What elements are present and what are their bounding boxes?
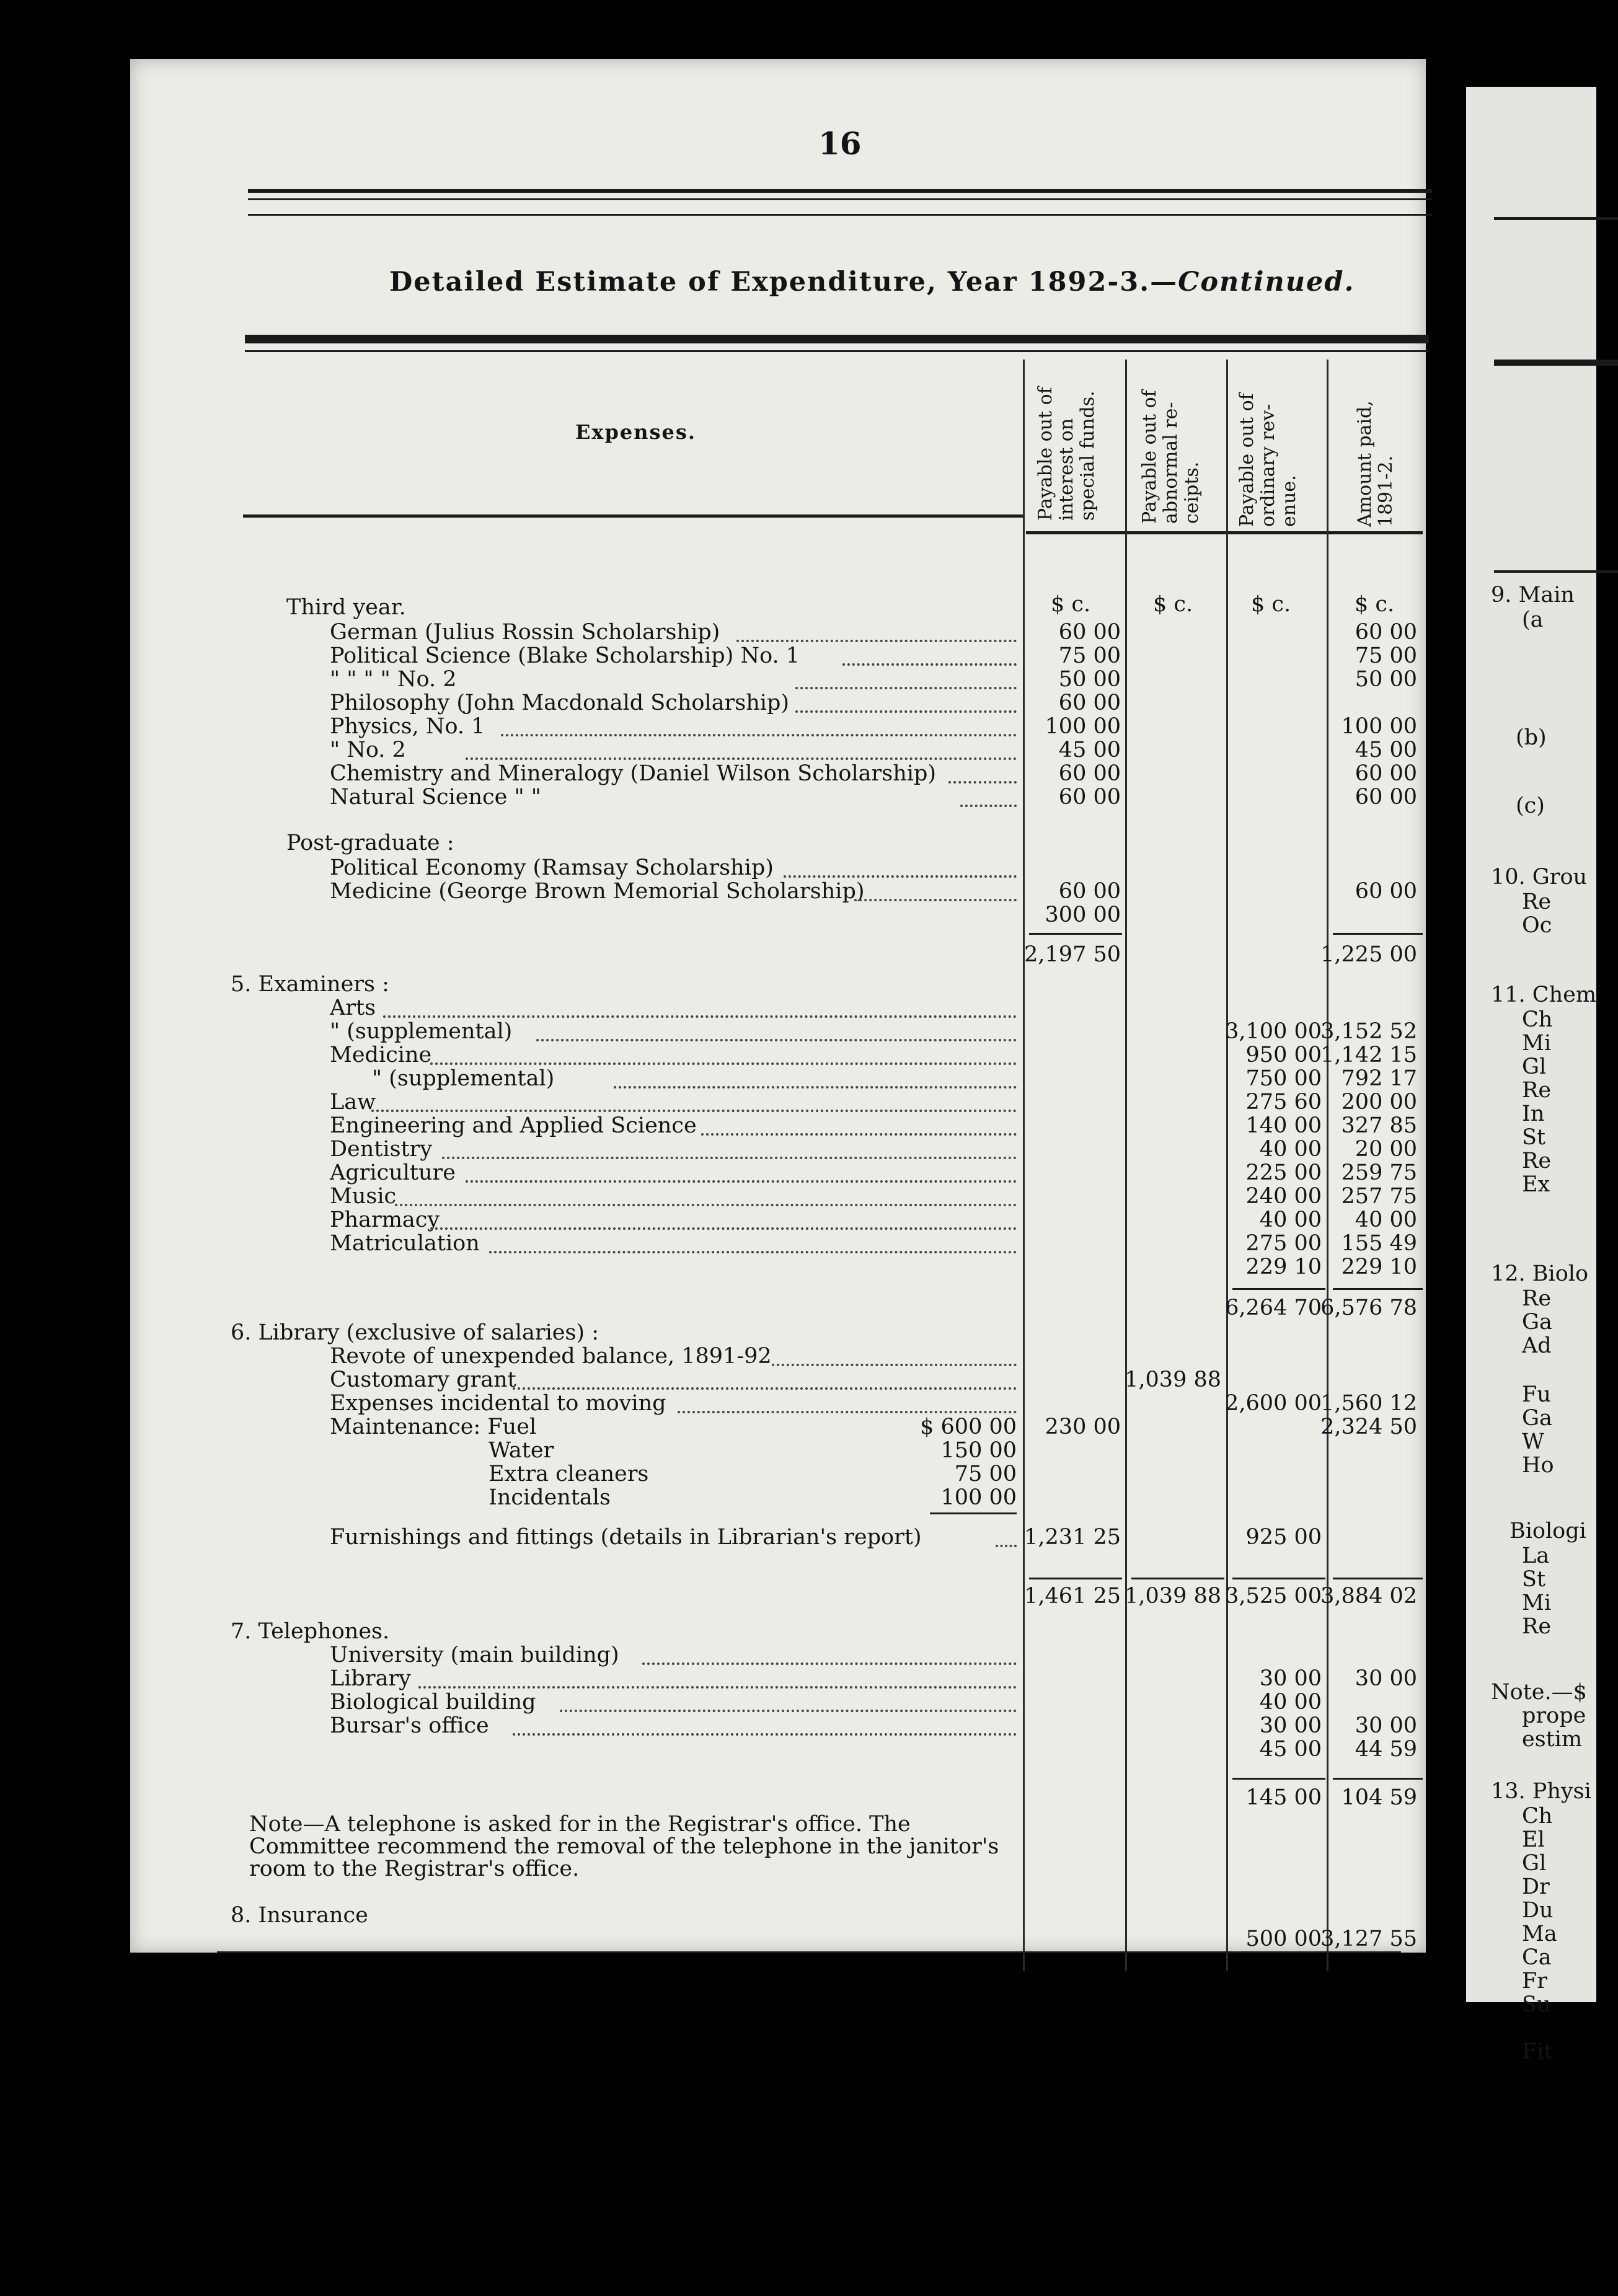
amount-c3: 45 00 — [1259, 1737, 1322, 1762]
col-divider-2 — [1125, 360, 1127, 1971]
amount-c4: 6,576 78 — [1320, 1296, 1417, 1320]
facing-page-line: Re — [1522, 1614, 1552, 1639]
amount-c3: 145 00 — [1245, 1785, 1322, 1810]
amount-c1: 300 00 — [1045, 903, 1121, 927]
leader-dots — [795, 695, 1017, 713]
leader-dots — [678, 1396, 1017, 1413]
subtotal-rule — [1131, 1578, 1224, 1579]
amount-c4: 3,152 52 — [1320, 1019, 1417, 1044]
amount-c1: 60 00 — [1058, 785, 1121, 810]
facing-page-line: Oc — [1522, 913, 1552, 938]
facing-page-line: Note.—$ — [1491, 1680, 1587, 1705]
amount-c4: 257 75 — [1341, 1184, 1417, 1209]
leader-dots — [513, 1372, 1017, 1390]
leader-dots — [772, 1349, 1017, 1366]
facing-page-line: prope — [1522, 1703, 1586, 1728]
amount-c3: 500 00 — [1245, 1927, 1322, 1951]
row-label: Political Economy (Ramsay Scholarship) — [330, 855, 774, 880]
amount-c3: 275 60 — [1245, 1090, 1322, 1115]
expenses-header: Expenses. — [575, 420, 696, 444]
col-header-abnormal-receipts: Payable out of abnormal re- ceipts. — [1139, 390, 1203, 524]
top-rule-thick — [248, 189, 1432, 193]
facing-page-line: Ca — [1522, 1945, 1552, 1970]
subtotal-rule — [1232, 1578, 1325, 1579]
currency-col4: $ c. — [1355, 592, 1395, 617]
facing-page-line: Dr — [1522, 1874, 1550, 1899]
amount-c3: 40 00 — [1259, 1690, 1322, 1715]
amount-c3: 275 00 — [1245, 1231, 1322, 1256]
top-rule-thin-2 — [248, 214, 1432, 216]
amount-c4: 1,142 15 — [1320, 1043, 1417, 1067]
facing-page-line: El — [1522, 1827, 1545, 1852]
amount-c1: 60 00 — [1058, 879, 1121, 904]
facing-page-line: Fr — [1522, 1969, 1548, 1994]
facing-page-line: Du — [1522, 1898, 1554, 1923]
row-label: Arts — [330, 996, 376, 1020]
header-bottom-rule — [243, 514, 1024, 518]
amount-c4: 1,560 12 — [1320, 1391, 1417, 1416]
facing-page-line: Ma — [1522, 1922, 1557, 1946]
currency-col2: $ c. — [1153, 592, 1193, 617]
facing-page-line: 13. Physi — [1491, 1779, 1591, 1804]
amount-c3: 40 00 — [1259, 1208, 1322, 1232]
facing-page-line: W — [1522, 1429, 1544, 1454]
row-label: Medicine (George Brown Memorial Scholarship) — [330, 879, 865, 904]
facing-page-line: In — [1522, 1102, 1545, 1126]
facing-page-line: Gl — [1522, 1851, 1547, 1876]
leader-dots — [996, 1530, 1017, 1547]
leader-dots — [418, 1671, 1017, 1689]
row-label: Chemistry and Mineralogy (Daniel Wilson Scholarship) — [330, 761, 937, 786]
currency-col1: $ c. — [1051, 592, 1091, 617]
facing-page-line: Ch — [1522, 1804, 1553, 1829]
page-title — [389, 267, 1355, 298]
row-label: " " " " No. 2 — [330, 667, 457, 692]
amount-c4: 155 49 — [1341, 1231, 1417, 1256]
facing-page-line: Re — [1522, 1286, 1552, 1311]
row-label: Post-graduate : — [286, 831, 454, 855]
amount-c4: 30 00 — [1355, 1713, 1417, 1738]
row-label: Revote of unexpended balance, 1891-92 — [330, 1344, 772, 1369]
row-label: Philosophy (John Macdonald Scholarship) — [330, 691, 790, 715]
facing-page-line: St — [1522, 1567, 1546, 1592]
amount-c1: 60 00 — [1058, 691, 1121, 715]
amount-c3: 950 00 — [1245, 1043, 1322, 1067]
row-label: " (supplemental) — [372, 1066, 555, 1091]
maintenance-subamount: $ 600 00 — [920, 1415, 1017, 1439]
amount-c4: 229 10 — [1341, 1255, 1417, 1279]
row-label: Biological building — [330, 1690, 536, 1715]
currency-col3: $ c. — [1251, 592, 1291, 617]
col-header-special-funds: Payable out of interest on special funds. — [1035, 387, 1099, 521]
leader-dots — [842, 648, 1017, 666]
amount-c4: 200 00 — [1341, 1090, 1417, 1115]
amount-c3: 925 00 — [1245, 1525, 1322, 1550]
amount-c2: 1,039 88 — [1125, 1367, 1221, 1392]
row-label: Matriculation — [330, 1231, 480, 1256]
facing-page-line: Gl — [1522, 1054, 1547, 1079]
row-label: " (supplemental) — [330, 1019, 513, 1044]
header-bottom-rule-cols — [1026, 531, 1423, 534]
row-label: 8. Insurance — [231, 1903, 368, 1928]
amount-c3: 750 00 — [1245, 1066, 1322, 1091]
leader-dots — [466, 743, 1017, 760]
row-label: Water — [488, 1438, 554, 1463]
page-number: 16 — [818, 125, 862, 162]
facing-page-line: (b) — [1516, 725, 1547, 750]
leader-dots — [430, 1212, 1017, 1230]
facing-page-line: Su — [1522, 1992, 1551, 2017]
facing-page-line: Ga — [1522, 1406, 1552, 1431]
amount-c3: 229 10 — [1245, 1255, 1322, 1279]
row-label: Law — [330, 1090, 376, 1115]
amount-c1: 60 00 — [1058, 620, 1121, 645]
subtotal-rule — [1333, 1288, 1423, 1290]
maintenance-subamount: 100 00 — [940, 1485, 1017, 1510]
amount-c3: 3,100 00 — [1225, 1019, 1322, 1044]
row-label: Furnishings and fittings (details in Librarian's report) — [330, 1525, 922, 1550]
bottom-rule — [217, 1951, 1401, 1953]
facing-page-line: (a — [1522, 607, 1544, 632]
amount-c3: 240 00 — [1245, 1184, 1322, 1209]
leader-dots — [489, 1236, 1017, 1253]
maintenance-subamount: 150 00 — [940, 1438, 1017, 1463]
subtotal-rule — [1232, 1288, 1325, 1290]
title-continued: Continued. — [1178, 267, 1355, 298]
facing-page-line: Mi — [1522, 1031, 1552, 1056]
col-divider-1 — [1023, 360, 1025, 1971]
amount-c4: 60 00 — [1355, 879, 1417, 904]
row-label: Dentistry — [330, 1137, 433, 1162]
leader-dots — [371, 1095, 1017, 1112]
amount-c4: 50 00 — [1355, 667, 1417, 692]
amount-c1: 45 00 — [1058, 738, 1121, 762]
col-header-amount-paid: Amount paid, 1891-2. — [1354, 400, 1397, 527]
row-label: Library — [330, 1666, 411, 1691]
leader-dots — [948, 766, 1017, 784]
leader-dots — [784, 860, 1017, 878]
amount-c1: 1,461 25 — [1024, 1584, 1121, 1609]
amount-c1: 230 00 — [1045, 1415, 1121, 1439]
amount-c4: 60 00 — [1355, 620, 1417, 645]
leader-dots — [701, 1118, 1017, 1136]
row-label: Medicine — [330, 1043, 432, 1067]
facing-page-line: Mi — [1522, 1591, 1552, 1615]
amount-c4: 20 00 — [1355, 1137, 1417, 1162]
facing-page-line: La — [1522, 1543, 1550, 1568]
header-rule-thick — [245, 335, 1429, 343]
row-label: Political Science (Blake Scholarship) No. 1 — [330, 643, 800, 668]
facing-page-line: St — [1522, 1125, 1546, 1150]
amount-c4: 3,127 55 — [1320, 1927, 1417, 1951]
facing-page-line: Biologi — [1510, 1519, 1586, 1543]
row-label: Engineering and Applied Science — [330, 1113, 697, 1138]
amount-c4: 2,324 50 — [1320, 1415, 1417, 1439]
facing-page-line: Re — [1522, 890, 1552, 914]
row-label: Incidentals — [488, 1485, 611, 1510]
amount-c3: 30 00 — [1259, 1713, 1322, 1738]
leader-dots — [501, 719, 1017, 736]
amount-c1: 2,197 50 — [1024, 942, 1121, 967]
row-label: " No. 2 — [330, 738, 406, 762]
subtotal-rule — [930, 1512, 1017, 1514]
title-text: Detailed Estimate of Expenditure, Year 1892-3.— — [389, 267, 1178, 298]
maintenance-subamount: 75 00 — [954, 1462, 1017, 1486]
amount-c1: 75 00 — [1058, 643, 1121, 668]
facing-page-line: Ex — [1522, 1172, 1550, 1197]
facing-page-line: 12. Biolo — [1491, 1261, 1589, 1286]
facing-page-line: Fu — [1522, 1382, 1551, 1407]
amount-c4: 75 00 — [1355, 643, 1417, 668]
row-label: Extra cleaners — [488, 1462, 649, 1486]
row-label: German (Julius Rossin Scholarship) — [330, 620, 720, 645]
row-label: Physics, No. 1 — [330, 714, 485, 739]
row-label: Bursar's office — [330, 1713, 489, 1738]
row-label: Customary grant — [330, 1367, 516, 1392]
amount-c4: 45 00 — [1355, 738, 1417, 762]
subtotal-rule — [1029, 933, 1122, 935]
facing-header-bottom-rule — [1494, 570, 1618, 573]
row-label: 5. Examiners : — [231, 972, 389, 997]
leader-dots — [614, 1071, 1017, 1088]
facing-page-line: (c) — [1516, 793, 1545, 818]
leader-dots — [442, 1142, 1017, 1159]
amount-c3: 140 00 — [1245, 1113, 1322, 1138]
row-label: 7. Telephones. — [231, 1619, 390, 1644]
amount-c3: 40 00 — [1259, 1137, 1322, 1162]
leader-dots — [795, 672, 1017, 689]
leader-dots — [383, 1000, 1017, 1018]
row-label: Maintenance: Fuel — [330, 1415, 537, 1439]
leader-dots — [560, 1695, 1017, 1712]
amount-c4: 60 00 — [1355, 785, 1417, 810]
amount-c1: 1,231 25 — [1024, 1525, 1121, 1550]
amount-c4: 1,225 00 — [1320, 942, 1417, 967]
facing-page — [1466, 87, 1597, 2064]
amount-c3: 6,264 70 — [1225, 1296, 1322, 1320]
facing-page-line: Ch — [1522, 1007, 1553, 1032]
row-label: Agriculture — [330, 1160, 456, 1185]
leader-dots — [736, 625, 1017, 642]
col-header-ordinary-revenue: Payable out of ordinary rev- enue. — [1236, 393, 1300, 527]
leader-dots — [513, 1718, 1017, 1736]
facing-page-line: 10. Grou — [1491, 865, 1588, 890]
row-label: Expenses incidental to moving — [330, 1391, 666, 1416]
subtotal-rule — [1333, 1578, 1423, 1579]
facing-page-line: Re — [1522, 1078, 1552, 1103]
amount-c4: 327 85 — [1341, 1113, 1417, 1138]
amount-c4: 30 00 — [1355, 1666, 1417, 1691]
amount-c4: 259 75 — [1341, 1160, 1417, 1185]
amount-c4: 100 00 — [1341, 714, 1417, 739]
subtotal-rule — [1333, 933, 1423, 935]
amount-c1: 50 00 — [1058, 667, 1121, 692]
row-label: Pharmacy — [330, 1208, 440, 1232]
facing-page-line: Ga — [1522, 1310, 1552, 1335]
leader-dots — [854, 884, 1017, 901]
facing-top-rule — [1494, 217, 1618, 220]
facing-page-line: estim — [1522, 1727, 1583, 1752]
amount-c4: 3,884 02 — [1320, 1584, 1417, 1609]
row-label: University (main building) — [330, 1643, 619, 1667]
amount-c4: 44 59 — [1355, 1737, 1417, 1762]
leader-dots — [466, 1165, 1017, 1183]
amount-c3: 2,600 00 — [1225, 1391, 1322, 1416]
leader-dots — [642, 1648, 1017, 1665]
facing-page-line: Fit — [1522, 2039, 1553, 2064]
subtotal-rule — [1232, 1778, 1325, 1780]
facing-page-line: 11. Chem — [1491, 982, 1597, 1007]
facing-header-rule — [1494, 360, 1618, 366]
row-label: Natural Science " " — [330, 785, 541, 810]
subtotal-rule — [1333, 1778, 1423, 1780]
leader-dots — [960, 790, 1017, 807]
leader-dots — [536, 1024, 1017, 1041]
amount-c1: 60 00 — [1058, 761, 1121, 786]
facing-page-line: 9. Main — [1491, 583, 1575, 607]
row-label: 6. Library (exclusive of salaries) : — [231, 1320, 599, 1345]
facing-page-line: Ad — [1522, 1333, 1552, 1358]
top-rule-thin — [248, 198, 1432, 200]
amount-c4: 60 00 — [1355, 761, 1417, 786]
row-label: Music — [330, 1184, 397, 1209]
amount-c1: 100 00 — [1045, 714, 1121, 739]
facing-page-line: Ho — [1522, 1453, 1554, 1478]
subtotal-rule — [1029, 1578, 1122, 1579]
header-rule-thin — [245, 350, 1429, 352]
leader-dots — [395, 1189, 1017, 1206]
amount-c4: 40 00 — [1355, 1208, 1417, 1232]
amount-c3: 30 00 — [1259, 1666, 1322, 1691]
row-label: Third year. — [286, 595, 406, 620]
facing-page-line: Re — [1522, 1149, 1552, 1173]
amount-c3: 225 00 — [1245, 1160, 1322, 1185]
amount-c2: 1,039 88 — [1125, 1584, 1221, 1609]
amount-c4: 792 17 — [1341, 1066, 1417, 1091]
telephone-note: Note—A telephone is asked for in the Registrar's office. The Committee recommend the removal of the telephone in the janitor's room to the Registrar's office. — [249, 1812, 999, 1881]
leader-dots — [430, 1048, 1017, 1065]
amount-c4: 104 59 — [1341, 1785, 1417, 1810]
amount-c3: 3,525 00 — [1225, 1584, 1322, 1609]
